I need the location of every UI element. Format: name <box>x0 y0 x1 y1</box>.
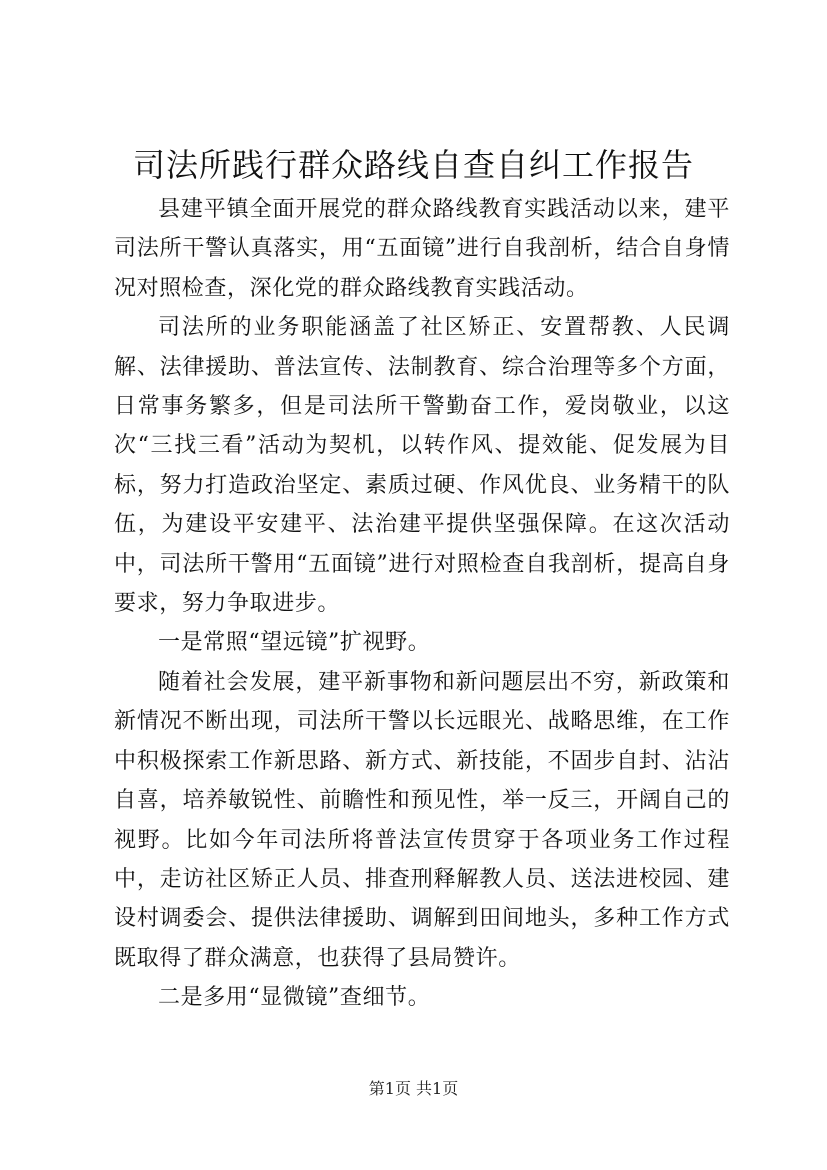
paragraph-duties: 司法所的业务职能涵盖了社区矫正、安置帮教、人民调解、法律援助、普法宣传、法制教育、综合治理等多个方面，日常事务繁多，但是司法所干警勤奋工作，爱岗敬业，以这次“三找三看”活动为契机，以转作风、提效能、促发展为目标，努力打造政治坚定、素质过硬、作风优良、业务精干的队伍，为建设平安建平、法治建平提供坚强保障。在这次活动中，司法所干警用“五面镜”进行对照检查自我剖析，提高自身要求，努力争取进步。 <box>114 315 730 617</box>
page-number-footer: 第1页 共1页 <box>368 1079 459 1098</box>
paragraph-intro: 县建平镇全面开展党的群众路线教育实践活动以来，建平司法所干警认真落实，用“五面镜”进行自我剖析，结合自身情况对照检查，深化党的群众路线教育实践活动。 <box>114 197 730 301</box>
heading-microscope: 二是多用“显微镜”查细节。 <box>158 985 431 1011</box>
heading-telescope: 一是常照“望远镜”扩视野。 <box>158 630 431 656</box>
paragraph-telescope: 随着社会发展，建平新事物和新问题层出不穷，新政策和新情况不断出现，司法所干警以长远眼光、战略思维，在工作中积极探索工作新思路、新方式、新技能，不固步自封、沾沾自喜，培养敏锐性、前瞻性和预见性，举一反三，开阔自己的视野。比如今年司法所将普法宣传贯穿于各项业务工作过程中，走访社区矫正人员、排查刑释解教人员、送法进校园、建设村调委会、提供法律援助、调解到田间地头，多种工作方式既取得了群众满意，也获得了县局赞许。 <box>114 669 730 971</box>
document-title: 司法所践行群众路线自查自纠工作报告 <box>132 146 694 184</box>
document-body <box>114 190 730 1018</box>
